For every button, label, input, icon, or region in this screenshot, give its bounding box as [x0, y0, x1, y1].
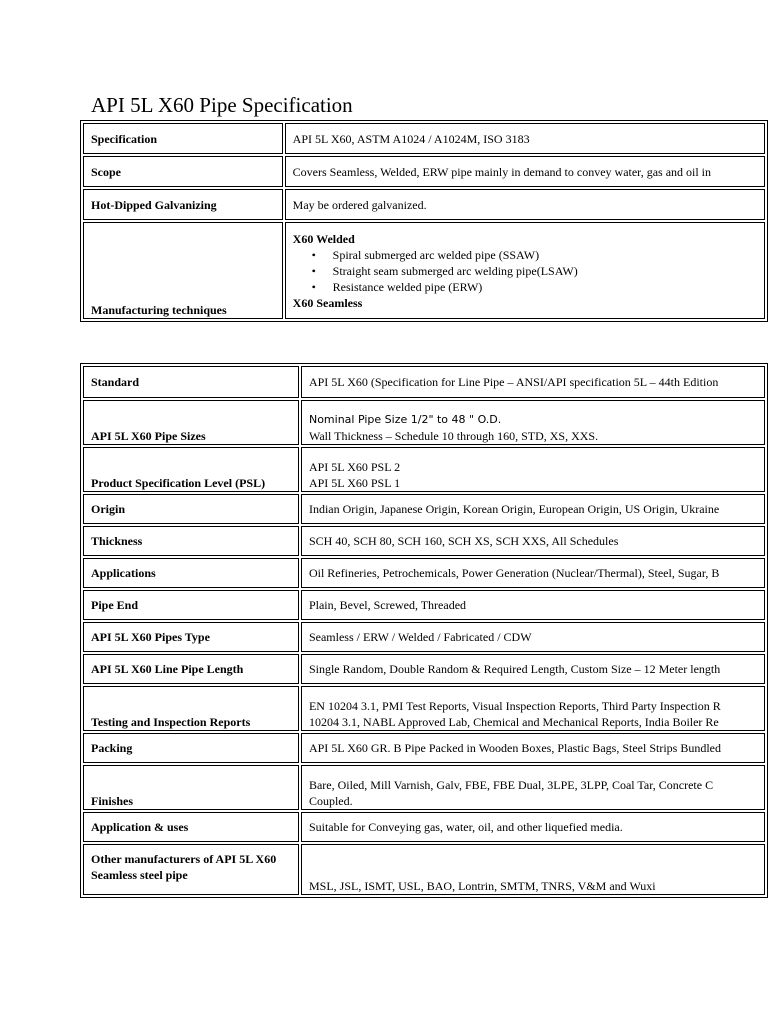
- spec-table-general: [80, 120, 768, 322]
- table-row: [83, 526, 765, 556]
- row-value-line: Suitable for Conveying gas, water, oil, and other liquefied media.: [308, 820, 623, 834]
- list-item-text: Spiral submerged arc welded pipe (SSAW): [332, 248, 540, 262]
- row-value: [301, 400, 765, 445]
- seamless-heading: X60 Seamless: [292, 296, 363, 310]
- row-value-line: API 5L X60 (Specification for Line Pipe – ANSI/API specification 5L – 44th Edition: [308, 375, 719, 389]
- row-value: [301, 844, 765, 895]
- row-label: Thickness: [83, 526, 299, 556]
- page-title: API 5L X60 Pipe Specification: [91, 93, 353, 117]
- row-label: API 5L X60 Pipe Sizes: [83, 400, 299, 445]
- table-row: [83, 844, 765, 895]
- row-value: [301, 622, 765, 652]
- bullet-icon: •: [311, 248, 316, 262]
- row-label: Application & uses: [83, 812, 299, 842]
- table-row: [83, 558, 765, 588]
- list-item-text: Resistance welded pipe (ERW): [332, 280, 483, 294]
- row-value: Covers Seamless, Welded, ERW pipe mainly in demand to convey water, gas and oil in: [285, 156, 765, 187]
- list-item: [311, 263, 757, 279]
- table-row: [83, 222, 765, 319]
- table-row: [83, 156, 765, 187]
- welded-heading: X60 Welded: [292, 232, 355, 246]
- row-value: [301, 590, 765, 620]
- row-label: Origin: [83, 494, 299, 524]
- row-label: Standard: [83, 366, 299, 398]
- table-row: [83, 765, 765, 810]
- row-label: Scope: [83, 156, 283, 187]
- welded-list: [293, 247, 757, 295]
- row-value: [301, 654, 765, 684]
- row-value: [301, 733, 765, 763]
- row-value: [301, 812, 765, 842]
- row-value-line: MSL, JSL, ISMT, USL, BAO, Lontrin, SMTM, TNRS, V&M and Wuxi: [308, 879, 656, 893]
- row-value-line: Nominal Pipe Size 1/2" to 48 " O.D.: [308, 413, 502, 426]
- row-label: Specification: [83, 123, 283, 154]
- row-value-line: Oil Refineries, Petrochemicals, Power Generation (Nuclear/Thermal), Steel, Sugar, B: [308, 566, 720, 580]
- spec-table-details: [80, 363, 768, 898]
- list-item: [311, 247, 757, 263]
- row-value: API 5L X60, ASTM A1024 / A1024M, ISO 3183: [285, 123, 765, 154]
- row-value-line: Coupled.: [308, 794, 353, 808]
- list-item: [311, 279, 757, 295]
- table-row: [83, 400, 765, 445]
- row-value-line: 10204 3.1, NABL Approved Lab, Chemical and Mechanical Reports, India Boiler Re: [308, 715, 719, 729]
- row-value-line: EN 10204 3.1, PMI Test Reports, Visual Inspection Reports, Third Party Inspection R: [308, 699, 721, 713]
- row-value: [301, 765, 765, 810]
- row-label: Finishes: [83, 765, 299, 810]
- row-label-line: Other manufacturers of API 5L X60: [91, 852, 277, 866]
- bullet-icon: •: [311, 264, 316, 278]
- row-value-line: Plain, Bevel, Screwed, Threaded: [308, 598, 467, 612]
- table-row: [83, 366, 765, 398]
- list-item-text: Straight seam submerged arc welding pipe(LSAW): [332, 264, 578, 278]
- row-value: [301, 494, 765, 524]
- row-value-line: Seamless / ERW / Welded / Fabricated / CDW: [308, 630, 532, 644]
- table-row: [83, 622, 765, 652]
- row-label: API 5L X60 Pipes Type: [83, 622, 299, 652]
- manufacturing-techniques-cell: [285, 222, 765, 319]
- row-label: Product Specification Level (PSL): [83, 447, 299, 492]
- row-value-line: Bare, Oiled, Mill Varnish, Galv, FBE, FBE Dual, 3LPE, 3LPP, Coal Tar, Concrete C: [308, 778, 714, 792]
- row-value-line: API 5L X60 PSL 2: [308, 460, 401, 474]
- row-label-line: Seamless steel pipe: [91, 868, 188, 882]
- table-row: [83, 123, 765, 154]
- table-row: [83, 654, 765, 684]
- row-value-line: API 5L X60 GR. B Pipe Packed in Wooden Boxes, Plastic Bags, Steel Strips Bundled: [308, 741, 721, 755]
- bullet-icon: •: [311, 280, 316, 294]
- row-value: [301, 558, 765, 588]
- row-label: Manufacturing techniques: [83, 222, 283, 319]
- table-row: [83, 590, 765, 620]
- row-label: Pipe End: [83, 590, 299, 620]
- table-row: [83, 686, 765, 731]
- row-value: [301, 526, 765, 556]
- row-value-line: Single Random, Double Random & Required Length, Custom Size – 12 Meter length: [308, 662, 721, 676]
- table-row: [83, 733, 765, 763]
- table-row: [83, 494, 765, 524]
- row-label: Packing: [83, 733, 299, 763]
- row-value: [301, 366, 765, 398]
- row-value-line: SCH 40, SCH 80, SCH 160, SCH XS, SCH XXS, All Schedules: [308, 534, 619, 548]
- table-row: [83, 189, 765, 220]
- table-row: [83, 812, 765, 842]
- table-row: [83, 447, 765, 492]
- row-value-line: API 5L X60 PSL 1: [308, 476, 401, 490]
- row-value-line: Indian Origin, Japanese Origin, Korean Origin, European Origin, US Origin, Ukraine: [308, 502, 720, 516]
- row-value: May be ordered galvanized.: [285, 189, 765, 220]
- row-label: API 5L X60 Line Pipe Length: [83, 654, 299, 684]
- row-value: [301, 686, 765, 731]
- row-label: [83, 844, 299, 895]
- row-label: Testing and Inspection Reports: [83, 686, 299, 731]
- row-label: Applications: [83, 558, 299, 588]
- row-value-line: Wall Thickness – Schedule 10 through 160, STD, XS, XXS.: [308, 429, 599, 443]
- row-value: [301, 447, 765, 492]
- row-label: Hot-Dipped Galvanizing: [83, 189, 283, 220]
